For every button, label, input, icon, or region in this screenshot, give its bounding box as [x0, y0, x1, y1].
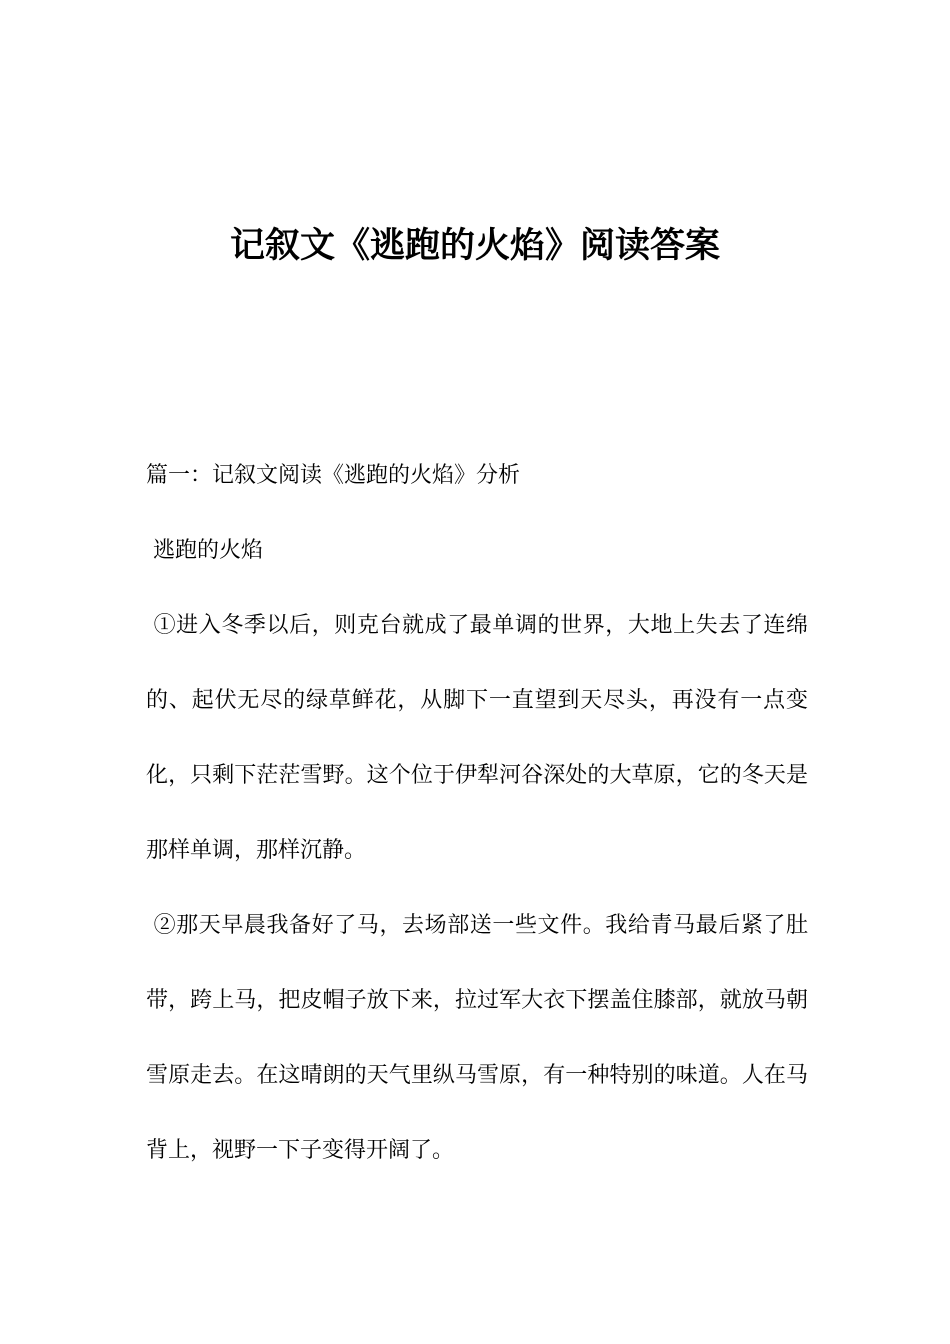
story-title: 逃跑的火焰: [146, 538, 263, 563]
paragraph-1: ①进入冬季以后，则克台就成了最单调的世界，大地上失去了连绵的、起伏无尽的绿草鲜花，从脚下一直望到天尽头，再没有一点变化，只剩下茫茫雪野。这个位于伊犁河谷深处的大草原，它的冬天是那样单调，那样沉静。: [146, 613, 808, 863]
paragraph-2: ②那天早晨我备好了马，去场部送一些文件。我给青马最后紧了肚带，跨上马，把皮帽子放下来，拉过军大衣下摆盖住膝部，就放马朝雪原走去。在这晴朗的天气里纵马雪原，有一种特别的味道。人在马背上，视野一下子变得开阔了。: [146, 913, 808, 1163]
document-title: 记叙文《逃跑的火焰》阅读答案: [229, 226, 720, 266]
section-heading: 篇一：记叙文阅读《逃跑的火焰》分析: [146, 463, 521, 488]
